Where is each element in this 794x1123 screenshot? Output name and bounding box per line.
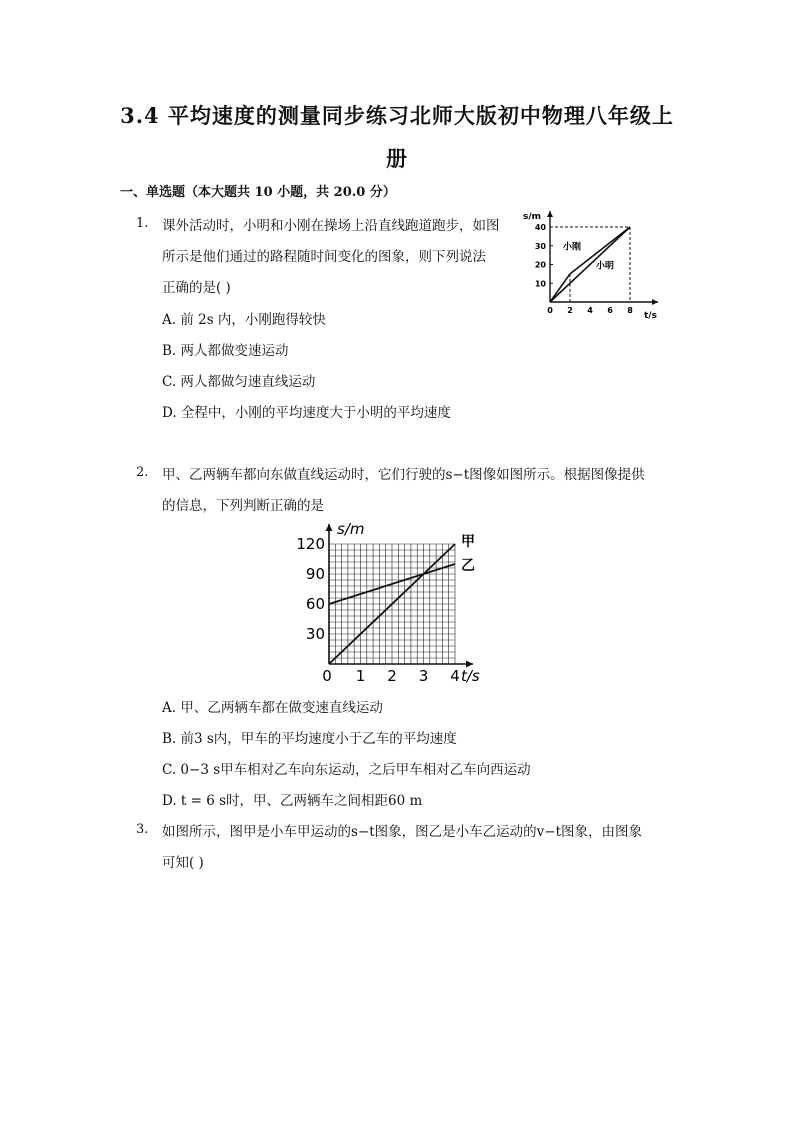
y-tick-label: 40 — [534, 223, 546, 232]
doc-title-line2: 册 — [386, 146, 408, 171]
question-1-text-line: 所示是他们通过的路程随时间变化的图象，则下列说法 — [162, 249, 486, 265]
question-1-option-a[interactable]: A. 前 2s 内，小刚跑得较快 — [162, 312, 326, 328]
x-tick-label: 2 — [567, 306, 573, 315]
y-tick-label: 10 — [534, 279, 546, 289]
y-axis-label: s/m — [337, 520, 365, 538]
question-1-number: 1. — [136, 216, 149, 231]
series-label-xiaogang: 小刚 — [563, 242, 582, 253]
x-tick-label: 0 — [322, 667, 332, 685]
question-1-option-d[interactable]: D. 全程中，小刚的平均速度大于小明的平均速度 — [162, 405, 451, 421]
y-tick-label: 20 — [534, 260, 546, 270]
y-axis-arrow — [547, 211, 553, 217]
doc-title-line1: 3.4 平均速度的测量同步练习北师大版初中物理八年级上 — [120, 103, 674, 128]
chart-q2-distance-time — [295, 518, 495, 686]
x-tick-label: 3 — [418, 667, 429, 685]
x-tick-label: 1 — [355, 667, 366, 685]
x-tick-label: 8 — [627, 306, 633, 315]
question-3-text-line: 如图所示，图甲是小车甲运动的s−t图象，图乙是小车乙运动的v−t图象，由图象 — [162, 824, 643, 840]
x-tick-label: 4 — [587, 306, 593, 315]
question-1-option-b[interactable]: B. 两人都做变速运动 — [162, 343, 289, 359]
question-1-text-line: 正确的是( ) — [162, 280, 231, 296]
question-2-option-d[interactable]: D. t = 6 s时，甲、乙两辆车之间相距60 m — [162, 793, 423, 809]
question-2-text-line: 的信息，下列判断正确的是 — [162, 498, 324, 514]
x-tick-label: 2 — [387, 667, 397, 685]
x-tick-label: 4 — [450, 667, 460, 685]
question-3-number: 3. — [136, 822, 149, 837]
question-2-option-c[interactable]: C. 0−3 s甲车相对乙车向东运动，之后甲车相对乙车向西运动 — [162, 762, 531, 778]
series-label-jia: 甲 — [461, 534, 475, 550]
question-1-text-line: 课外活动时，小明和小刚在操场上沿直线跑道跑步，如图 — [162, 218, 500, 234]
y-tick-label: 90 — [305, 565, 325, 583]
x-tick-label: 6 — [607, 306, 613, 315]
question-2-option-a[interactable]: A. 甲、乙两辆车都在做变速直线运动 — [162, 700, 383, 716]
question-2-text-line: 甲、乙两辆车都向东做直线运动时，它们行驶的s−t图像如图所示。根据图像提供 — [162, 467, 645, 483]
question-1-option-c[interactable]: C. 两人都做匀速直线运动 — [162, 374, 316, 390]
question-2-option-b[interactable]: B. 前3 s内，甲车的平均速度小于乙车的平均速度 — [162, 731, 457, 747]
x-axis-arrow — [652, 299, 658, 305]
x-tick-label: 0 — [547, 306, 553, 315]
series-label-xiaoming: 小明 — [596, 261, 615, 272]
y-tick-label: 120 — [296, 535, 325, 553]
x-axis-label: t/s — [644, 311, 657, 320]
x-axis-label: t/s — [461, 667, 480, 685]
y-axis-arrow — [326, 524, 333, 531]
section-heading: 一、单选题（本大题共 10 小题，共 20.0 分） — [120, 185, 396, 200]
y-tick-label: 60 — [305, 595, 325, 613]
question-2-number: 2. — [136, 465, 149, 480]
series-xiaoming-line — [550, 227, 630, 302]
y-axis-label: s/m — [523, 212, 542, 222]
question-3-text-line: 可知( ) — [162, 855, 204, 871]
series-label-yi: 乙 — [461, 558, 475, 574]
y-tick-label: 30 — [534, 241, 546, 251]
y-tick-label: 30 — [305, 625, 325, 643]
chart-q1-distance-time — [515, 205, 665, 320]
